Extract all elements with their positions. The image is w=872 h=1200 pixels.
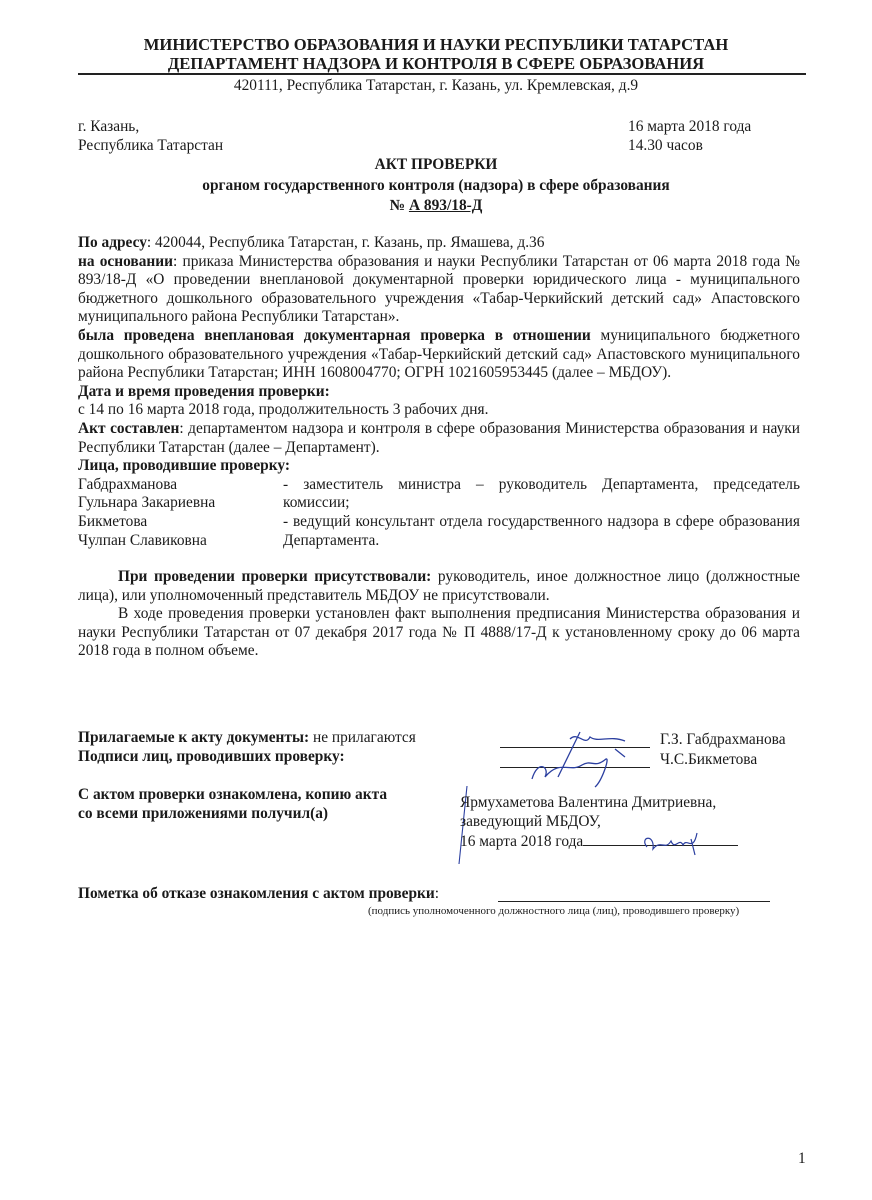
compiled-label: Акт составлен — [78, 419, 180, 437]
ack-label-1: С актом проверки ознакомлена, копию акта — [78, 786, 388, 804]
datetime-block — [628, 118, 751, 155]
compiled-text: : департаментом надзора и контроля в сфере образования Министерства образования и науки Республики Татарстан (далее – Департамент). — [78, 419, 800, 456]
signature-scribble-icon — [510, 729, 640, 789]
page-number: 1 — [798, 1150, 806, 1167]
act-time: 14.30 часов — [628, 136, 703, 154]
place-block — [78, 118, 223, 155]
person-surname: Бикметова — [78, 512, 148, 530]
present-label: При проведении проверки присутствовали: — [118, 568, 432, 586]
place-city: г. Казань, — [78, 118, 140, 135]
person-row — [78, 476, 800, 513]
header-rule — [78, 73, 806, 75]
basis-text: : приказа Министерства образования и науки Республики Татарстан от 06 марта 2018 года № 893/18-Д «О проведении внеплановой документарной проверки юридического лица - муниципального бюджетного дошкольного образовательного учреждения «Табар-Черкийский детский сад» Апастовского муниципального района Республики Татарстан». — [78, 252, 800, 326]
refusal-caption: (подпись уполномоченного должностного лица (лиц), проводившего проверку) — [368, 905, 740, 917]
recipient-signature-icon — [635, 829, 705, 859]
persons-label: Лица, проводившие проверку: — [78, 457, 291, 475]
address-paragraph — [78, 234, 800, 253]
act-date: 16 марта 2018 года — [628, 118, 752, 135]
attachments-label: Прилагаемые к акту документы: — [78, 729, 310, 746]
ack-label-2: со всеми приложениями получил(а) — [78, 804, 329, 822]
act-number: А 893/18-Д — [408, 197, 483, 214]
ministry-name: МИНИСТЕРСТВО ОБРАЗОВАНИЯ И НАУКИ РЕСПУБЛИКИ ТАТАРСТАН — [143, 35, 729, 54]
person-row — [78, 513, 800, 550]
basis-label: на основании — [78, 252, 174, 270]
dates-label: Дата и время проведения проверки: — [78, 382, 330, 400]
number-sign: № — [389, 197, 406, 214]
attachments-text: не прилагаются — [309, 729, 416, 746]
inspection-label: была проведена внеплановая документарная проверка в отношении — [78, 326, 591, 344]
compiled-paragraph — [78, 420, 800, 457]
act-subtitle: органом государственного контроля (надзора) в сфере образования — [202, 176, 670, 194]
refusal-colon: : — [434, 885, 440, 902]
letterhead — [0, 35, 872, 73]
act-body — [78, 234, 800, 661]
present-paragraph — [78, 568, 800, 605]
refusal-block — [78, 885, 808, 917]
refusal-label: Пометка об отказе ознакомления с актом проверки — [78, 885, 435, 902]
place-region: Республика Татарстан — [78, 136, 224, 154]
recipient-role: заведующий МБДОУ, — [460, 812, 601, 830]
signatures-label: Подписи лиц, проводивших проверку: — [78, 747, 345, 765]
inspection-paragraph — [78, 327, 800, 383]
act-number-line — [0, 196, 872, 217]
department-name: ДЕПАРТАМЕНТ НАДЗОРА И КОНТРОЛЯ В СФЕРЕ ОБРАЗОВАНИЯ — [167, 54, 705, 73]
recipient-name: Ярмухаметова Валентина Дмитриевна, — [460, 794, 717, 811]
signer-2: Ч.С.Бикметова — [660, 751, 758, 768]
refusal-signature-line — [498, 885, 770, 902]
person-name: Чулпан Славиковна — [78, 531, 207, 549]
address-label: По адресу — [78, 234, 147, 251]
inspection-text: муниципального бюджетного дошкольного образовательного учреждения «Табар-Черкийский детский сад» Апастовского муниципального района Республики Татарстан; ИНН 1608004770; ОГРН 1021605953445 (далее – МБДОУ). — [78, 326, 800, 382]
footer-left — [78, 729, 416, 823]
person-role: - ведущий консультант отдела государственного надзора в сфере образования Департамента. — [283, 512, 800, 549]
act-title: АКТ ПРОВЕРКИ — [374, 156, 498, 173]
recipient-date: 16 марта 2018 года — [460, 833, 584, 851]
basis-paragraph — [78, 253, 800, 327]
act-title-block — [0, 155, 872, 217]
dates-text: с 14 по 16 марта 2018 года, продолжительность 3 рабочих дня. — [78, 401, 489, 419]
header-address: 420111, Республика Татарстан, г. Казань, ул. Кремлевская, д.9 — [233, 77, 639, 94]
address-text: : 420044, Республика Татарстан, г. Казань, пр. Ямашева, д.36 — [146, 234, 545, 251]
person-name: Гульнара Закариевна — [78, 494, 216, 512]
finding-paragraph: В ходе проведения проверки установлен факт выполнения предписания Министерства образования и науки Республики Татарстан от 07 декабря 2017 года № П 4888/17-Д к установленному сроку до 06 марта 2018 года в полном объеме. — [78, 605, 800, 660]
present-text: руководитель, иное должностное лицо (должностные лица), или уполномоченный представитель МБДОУ не присутствовали. — [78, 568, 800, 604]
person-role: - заместитель министра – руководитель Департамента, председатель комиссии; — [283, 475, 800, 512]
person-surname: Габдрахманова — [78, 475, 178, 493]
signature-block — [460, 729, 820, 869]
signer-1: Г.З. Габдрахманова — [660, 731, 786, 748]
